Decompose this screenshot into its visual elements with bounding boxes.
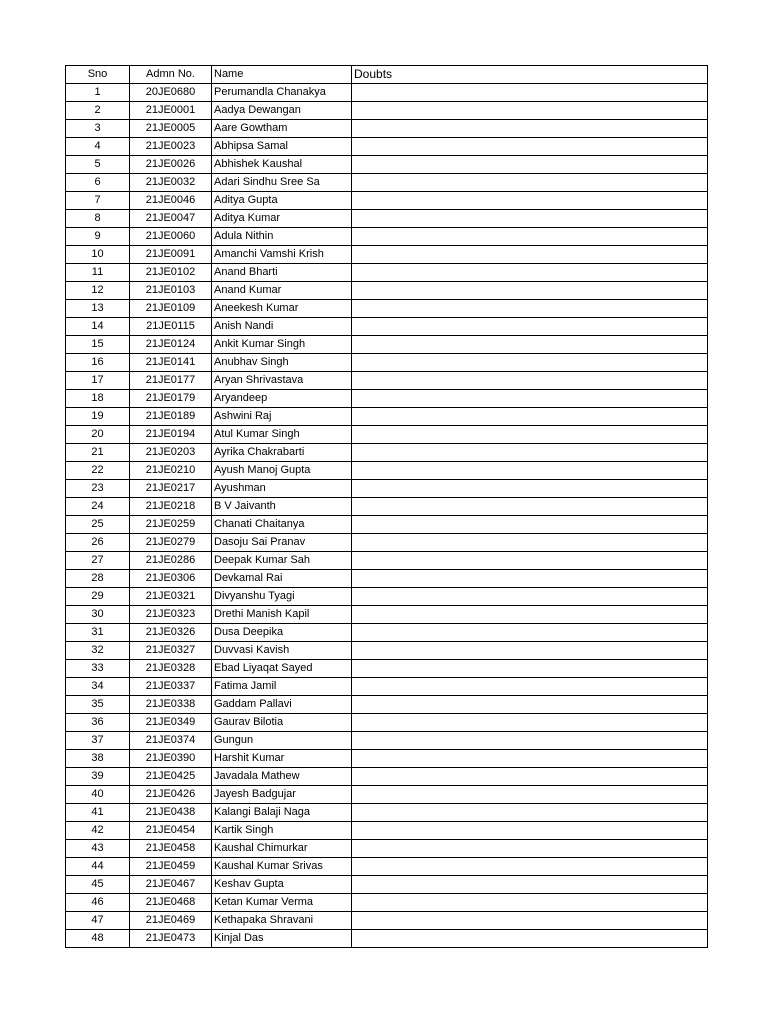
cell-doubts[interactable] xyxy=(352,534,708,552)
cell-name: Ashwini Raj xyxy=(212,408,352,426)
cell-doubts[interactable] xyxy=(352,300,708,318)
table-row xyxy=(66,174,708,192)
cell-sno: 11 xyxy=(66,264,130,282)
table-row xyxy=(66,444,708,462)
header-admn-no: Admn No. xyxy=(130,66,212,84)
cell-admn-no: 21JE0323 xyxy=(130,606,212,624)
cell-doubts[interactable] xyxy=(352,390,708,408)
cell-sno: 38 xyxy=(66,750,130,768)
cell-admn-no: 21JE0426 xyxy=(130,786,212,804)
cell-doubts[interactable] xyxy=(352,336,708,354)
cell-sno: 9 xyxy=(66,228,130,246)
cell-sno: 25 xyxy=(66,516,130,534)
cell-sno: 44 xyxy=(66,858,130,876)
cell-admn-no: 21JE0374 xyxy=(130,732,212,750)
table-row xyxy=(66,498,708,516)
cell-sno: 12 xyxy=(66,282,130,300)
cell-name: Ayush Manoj Gupta xyxy=(212,462,352,480)
cell-admn-no: 21JE0468 xyxy=(130,894,212,912)
cell-doubts[interactable] xyxy=(352,156,708,174)
table-row xyxy=(66,516,708,534)
cell-sno: 22 xyxy=(66,462,130,480)
cell-admn-no: 21JE0454 xyxy=(130,822,212,840)
table-row xyxy=(66,372,708,390)
table-row xyxy=(66,84,708,102)
cell-admn-no: 21JE0458 xyxy=(130,840,212,858)
cell-sno: 37 xyxy=(66,732,130,750)
cell-admn-no: 21JE0047 xyxy=(130,210,212,228)
table-row xyxy=(66,120,708,138)
cell-doubts[interactable] xyxy=(352,732,708,750)
cell-doubts[interactable] xyxy=(352,678,708,696)
cell-sno: 20 xyxy=(66,426,130,444)
cell-name: Ayrika Chakrabarti xyxy=(212,444,352,462)
table-row xyxy=(66,318,708,336)
table-row xyxy=(66,876,708,894)
table-row xyxy=(66,138,708,156)
cell-admn-no: 21JE0179 xyxy=(130,390,212,408)
cell-name: Aadya Dewangan xyxy=(212,102,352,120)
cell-admn-no: 21JE0327 xyxy=(130,642,212,660)
cell-doubts[interactable] xyxy=(352,606,708,624)
cell-sno: 31 xyxy=(66,624,130,642)
cell-admn-no: 21JE0217 xyxy=(130,480,212,498)
cell-name: Divyanshu Tyagi xyxy=(212,588,352,606)
cell-admn-no: 21JE0189 xyxy=(130,408,212,426)
cell-sno: 10 xyxy=(66,246,130,264)
cell-sno: 32 xyxy=(66,642,130,660)
cell-doubts[interactable] xyxy=(352,498,708,516)
cell-name: Gaurav Bilotia xyxy=(212,714,352,732)
table-body xyxy=(66,84,708,948)
cell-name: Duvvasi Kavish xyxy=(212,642,352,660)
table-row xyxy=(66,534,708,552)
cell-name: Abhipsa Samal xyxy=(212,138,352,156)
cell-name: Dusa Deepika xyxy=(212,624,352,642)
table-row xyxy=(66,858,708,876)
cell-admn-no: 20JE0680 xyxy=(130,84,212,102)
cell-sno: 26 xyxy=(66,534,130,552)
cell-name: Anand Kumar xyxy=(212,282,352,300)
cell-doubts[interactable] xyxy=(352,840,708,858)
cell-doubts[interactable] xyxy=(352,876,708,894)
cell-doubts[interactable] xyxy=(352,930,708,948)
table-row xyxy=(66,930,708,948)
table-row xyxy=(66,480,708,498)
cell-sno: 29 xyxy=(66,588,130,606)
table-row xyxy=(66,750,708,768)
cell-admn-no: 21JE0023 xyxy=(130,138,212,156)
table-row xyxy=(66,552,708,570)
cell-name: Ebad Liyaqat Sayed xyxy=(212,660,352,678)
table-row xyxy=(66,336,708,354)
cell-doubts[interactable] xyxy=(352,894,708,912)
cell-admn-no: 21JE0046 xyxy=(130,192,212,210)
table-row xyxy=(66,912,708,930)
table-row xyxy=(66,606,708,624)
cell-name: Keshav Gupta xyxy=(212,876,352,894)
cell-admn-no: 21JE0032 xyxy=(130,174,212,192)
cell-sno: 33 xyxy=(66,660,130,678)
cell-sno: 17 xyxy=(66,372,130,390)
cell-doubts[interactable] xyxy=(352,696,708,714)
cell-name: Gaddam Pallavi xyxy=(212,696,352,714)
table-row xyxy=(66,246,708,264)
cell-doubts[interactable] xyxy=(352,552,708,570)
cell-admn-no: 21JE0459 xyxy=(130,858,212,876)
student-doubts-table xyxy=(65,65,708,948)
table-row xyxy=(66,300,708,318)
cell-admn-no: 21JE0005 xyxy=(130,120,212,138)
cell-doubts[interactable] xyxy=(352,372,708,390)
cell-admn-no: 21JE0060 xyxy=(130,228,212,246)
cell-admn-no: 21JE0103 xyxy=(130,282,212,300)
table-row xyxy=(66,678,708,696)
cell-admn-no: 21JE0210 xyxy=(130,462,212,480)
cell-sno: 18 xyxy=(66,390,130,408)
cell-sno: 7 xyxy=(66,192,130,210)
cell-admn-no: 21JE0124 xyxy=(130,336,212,354)
cell-name: Adula Nithin xyxy=(212,228,352,246)
cell-name: Kaushal Chimurkar xyxy=(212,840,352,858)
cell-admn-no: 21JE0115 xyxy=(130,318,212,336)
cell-admn-no: 21JE0194 xyxy=(130,426,212,444)
cell-sno: 36 xyxy=(66,714,130,732)
cell-admn-no: 21JE0349 xyxy=(130,714,212,732)
cell-sno: 21 xyxy=(66,444,130,462)
cell-admn-no: 21JE0467 xyxy=(130,876,212,894)
cell-doubts[interactable] xyxy=(352,804,708,822)
cell-sno: 42 xyxy=(66,822,130,840)
cell-admn-no: 21JE0321 xyxy=(130,588,212,606)
cell-name: Fatima Jamil xyxy=(212,678,352,696)
table-row xyxy=(66,642,708,660)
table-row xyxy=(66,894,708,912)
cell-name: Atul Kumar Singh xyxy=(212,426,352,444)
cell-name: Anish Nandi xyxy=(212,318,352,336)
cell-name: Perumandla Chanakya xyxy=(212,84,352,102)
table-row xyxy=(66,696,708,714)
header-name: Name xyxy=(212,66,352,84)
cell-name: Abhishek Kaushal xyxy=(212,156,352,174)
header-doubts: Doubts xyxy=(352,66,708,84)
cell-name: Kartik Singh xyxy=(212,822,352,840)
table-row xyxy=(66,390,708,408)
cell-sno: 8 xyxy=(66,210,130,228)
table-row xyxy=(66,408,708,426)
table-row xyxy=(66,282,708,300)
cell-doubts[interactable] xyxy=(352,210,708,228)
cell-name: Deepak Kumar Sah xyxy=(212,552,352,570)
cell-sno: 45 xyxy=(66,876,130,894)
cell-name: Dasoju Sai Pranav xyxy=(212,534,352,552)
cell-doubts[interactable] xyxy=(352,246,708,264)
table-row xyxy=(66,264,708,282)
cell-admn-no: 21JE0109 xyxy=(130,300,212,318)
cell-sno: 15 xyxy=(66,336,130,354)
cell-doubts[interactable] xyxy=(352,102,708,120)
cell-admn-no: 21JE0102 xyxy=(130,264,212,282)
cell-admn-no: 21JE0279 xyxy=(130,534,212,552)
table-row xyxy=(66,156,708,174)
cell-admn-no: 21JE0203 xyxy=(130,444,212,462)
cell-sno: 30 xyxy=(66,606,130,624)
cell-name: Aare Gowtham xyxy=(212,120,352,138)
cell-doubts[interactable] xyxy=(352,282,708,300)
cell-sno: 24 xyxy=(66,498,130,516)
table-row xyxy=(66,354,708,372)
cell-name: Ketan Kumar Verma xyxy=(212,894,352,912)
table-row xyxy=(66,768,708,786)
cell-admn-no: 21JE0337 xyxy=(130,678,212,696)
cell-sno: 3 xyxy=(66,120,130,138)
table-row xyxy=(66,462,708,480)
cell-sno: 13 xyxy=(66,300,130,318)
cell-admn-no: 21JE0141 xyxy=(130,354,212,372)
cell-admn-no: 21JE0326 xyxy=(130,624,212,642)
cell-doubts[interactable] xyxy=(352,354,708,372)
cell-sno: 4 xyxy=(66,138,130,156)
cell-sno: 46 xyxy=(66,894,130,912)
cell-sno: 16 xyxy=(66,354,130,372)
cell-doubts[interactable] xyxy=(352,426,708,444)
cell-name: Drethi Manish Kapil xyxy=(212,606,352,624)
cell-admn-no: 21JE0338 xyxy=(130,696,212,714)
cell-name: Ayushman xyxy=(212,480,352,498)
cell-sno: 40 xyxy=(66,786,130,804)
table-row xyxy=(66,660,708,678)
cell-name: Aditya Gupta xyxy=(212,192,352,210)
cell-sno: 41 xyxy=(66,804,130,822)
table-row xyxy=(66,786,708,804)
cell-doubts[interactable] xyxy=(352,228,708,246)
cell-sno: 19 xyxy=(66,408,130,426)
table-row xyxy=(66,228,708,246)
cell-doubts[interactable] xyxy=(352,138,708,156)
cell-doubts[interactable] xyxy=(352,264,708,282)
cell-sno: 1 xyxy=(66,84,130,102)
table-row xyxy=(66,714,708,732)
table-row xyxy=(66,624,708,642)
cell-sno: 2 xyxy=(66,102,130,120)
cell-name: Anubhav Singh xyxy=(212,354,352,372)
cell-name: B V Jaivanth xyxy=(212,498,352,516)
table-row xyxy=(66,588,708,606)
cell-doubts[interactable] xyxy=(352,318,708,336)
cell-doubts[interactable] xyxy=(352,750,708,768)
cell-doubts[interactable] xyxy=(352,588,708,606)
cell-admn-no: 21JE0473 xyxy=(130,930,212,948)
cell-admn-no: 21JE0286 xyxy=(130,552,212,570)
cell-admn-no: 21JE0026 xyxy=(130,156,212,174)
cell-name: Kinjal Das xyxy=(212,930,352,948)
cell-doubts[interactable] xyxy=(352,408,708,426)
cell-sno: 23 xyxy=(66,480,130,498)
cell-name: Jayesh Badgujar xyxy=(212,786,352,804)
cell-doubts[interactable] xyxy=(352,192,708,210)
cell-name: Aneekesh Kumar xyxy=(212,300,352,318)
cell-sno: 5 xyxy=(66,156,130,174)
cell-doubts[interactable] xyxy=(352,480,708,498)
cell-sno: 27 xyxy=(66,552,130,570)
cell-doubts[interactable] xyxy=(352,660,708,678)
cell-name: Kaushal Kumar Srivas xyxy=(212,858,352,876)
header-row xyxy=(66,66,708,84)
cell-admn-no: 21JE0469 xyxy=(130,912,212,930)
cell-name: Anand Bharti xyxy=(212,264,352,282)
cell-doubts[interactable] xyxy=(352,858,708,876)
cell-doubts[interactable] xyxy=(352,84,708,102)
cell-doubts[interactable] xyxy=(352,516,708,534)
cell-sno: 34 xyxy=(66,678,130,696)
table-row xyxy=(66,822,708,840)
cell-doubts[interactable] xyxy=(352,570,708,588)
table-row xyxy=(66,210,708,228)
cell-doubts[interactable] xyxy=(352,912,708,930)
table-row xyxy=(66,804,708,822)
cell-doubts[interactable] xyxy=(352,714,708,732)
table-row xyxy=(66,732,708,750)
cell-sno: 28 xyxy=(66,570,130,588)
cell-admn-no: 21JE0259 xyxy=(130,516,212,534)
cell-sno: 47 xyxy=(66,912,130,930)
header-sno: Sno xyxy=(66,66,130,84)
cell-sno: 6 xyxy=(66,174,130,192)
cell-sno: 14 xyxy=(66,318,130,336)
cell-name: Amanchi Vamshi Krish xyxy=(212,246,352,264)
table-row xyxy=(66,102,708,120)
cell-sno: 43 xyxy=(66,840,130,858)
table-row xyxy=(66,426,708,444)
cell-admn-no: 21JE0425 xyxy=(130,768,212,786)
cell-admn-no: 21JE0001 xyxy=(130,102,212,120)
table-row xyxy=(66,570,708,588)
table-row xyxy=(66,840,708,858)
cell-name: Javadala Mathew xyxy=(212,768,352,786)
cell-sno: 35 xyxy=(66,696,130,714)
cell-admn-no: 21JE0091 xyxy=(130,246,212,264)
cell-doubts[interactable] xyxy=(352,642,708,660)
cell-doubts[interactable] xyxy=(352,768,708,786)
cell-doubts[interactable] xyxy=(352,462,708,480)
cell-name: Aditya Kumar xyxy=(212,210,352,228)
cell-name: Ankit Kumar Singh xyxy=(212,336,352,354)
cell-name: Harshit Kumar xyxy=(212,750,352,768)
cell-name: Aryan Shrivastava xyxy=(212,372,352,390)
cell-name: Gungun xyxy=(212,732,352,750)
cell-admn-no: 21JE0306 xyxy=(130,570,212,588)
cell-sno: 39 xyxy=(66,768,130,786)
cell-name: Kethapaka Shravani xyxy=(212,912,352,930)
cell-doubts[interactable] xyxy=(352,822,708,840)
cell-name: Kalangi Balaji Naga xyxy=(212,804,352,822)
cell-admn-no: 21JE0177 xyxy=(130,372,212,390)
cell-doubts[interactable] xyxy=(352,174,708,192)
cell-name: Aryandeep xyxy=(212,390,352,408)
cell-name: Chanati Chaitanya xyxy=(212,516,352,534)
cell-sno: 48 xyxy=(66,930,130,948)
cell-admn-no: 21JE0218 xyxy=(130,498,212,516)
cell-doubts[interactable] xyxy=(352,786,708,804)
cell-doubts[interactable] xyxy=(352,624,708,642)
cell-admn-no: 21JE0390 xyxy=(130,750,212,768)
cell-doubts[interactable] xyxy=(352,120,708,138)
cell-name: Devkamal Rai xyxy=(212,570,352,588)
table-row xyxy=(66,192,708,210)
cell-admn-no: 21JE0328 xyxy=(130,660,212,678)
cell-admn-no: 21JE0438 xyxy=(130,804,212,822)
cell-doubts[interactable] xyxy=(352,444,708,462)
cell-name: Adari Sindhu Sree Sa xyxy=(212,174,352,192)
